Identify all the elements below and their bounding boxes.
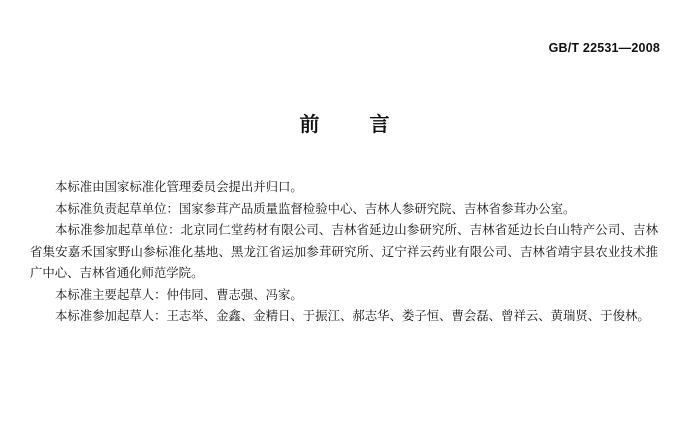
paragraph-responsible-units: 本标准负责起草单位：国家参茸产品质量监督检验中心、吉林人参研究院、吉林省参茸办公室。	[55, 200, 576, 216]
paragraph-participating-units: 本标准参加起草单位：北京同仁堂药材有限公司、吉林省延边山参研究所、吉林省延边长白山特产公司、吉林省集安嘉禾国家野山参标准化基地、黑龙江省运加参茸研究所、辽宁祥云药业有限公司、吉林省靖宇县农业技术推广中心、吉林省通化师范学院。	[30, 222, 658, 280]
page-title: 前言	[299, 112, 440, 136]
standard-number: GB/T 22531—2008	[548, 41, 660, 55]
foreword-body	[30, 176, 658, 327]
paragraph-participating-drafters: 本标准参加起草人：王志举、金鑫、金精日、于振江、郝志华、娄子恒、曹会磊、曾祥云、黄瑞贤、于俊林。	[55, 308, 650, 323]
paragraph-proposal: 本标准由国家标准化管理委员会提出并归口。	[55, 179, 303, 194]
paragraph-main-drafters: 本标准主要起草人：仲伟同、曹志强、冯家。	[55, 286, 303, 302]
